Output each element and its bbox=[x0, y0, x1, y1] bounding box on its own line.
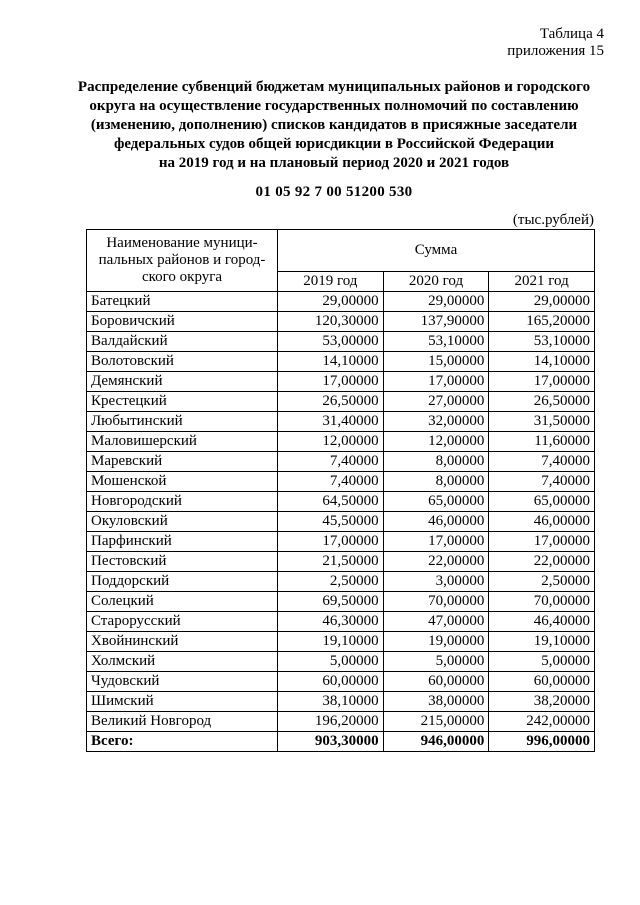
amount-2019-cell: 14,10000 bbox=[278, 352, 384, 372]
amount-2019-cell: 26,50000 bbox=[278, 392, 384, 412]
table-row bbox=[87, 672, 595, 692]
amount-2020-cell: 3,00000 bbox=[383, 572, 489, 592]
district-name-cell: Солецкий bbox=[87, 592, 278, 612]
name-header-line: Наименование муници- bbox=[106, 235, 258, 251]
name-column-header bbox=[87, 230, 278, 292]
amount-2021-cell: 22,00000 bbox=[489, 552, 595, 572]
district-name-cell: Демянский bbox=[87, 372, 278, 392]
district-name-cell: Боровичский bbox=[87, 312, 278, 332]
district-name-cell: Мошенской bbox=[87, 472, 278, 492]
amount-2021-cell: 46,00000 bbox=[489, 512, 595, 532]
amount-2020-cell: 5,00000 bbox=[383, 652, 489, 672]
table-row bbox=[87, 492, 595, 512]
table-row bbox=[87, 412, 595, 432]
amount-2020-cell: 65,00000 bbox=[383, 492, 489, 512]
amount-2021-cell: 60,00000 bbox=[489, 672, 595, 692]
amount-2021-cell: 11,60000 bbox=[489, 432, 595, 452]
district-name-cell: Окуловский bbox=[87, 512, 278, 532]
table-row bbox=[87, 392, 595, 412]
amount-2020-cell: 53,10000 bbox=[383, 332, 489, 352]
amount-2020-cell: 137,90000 bbox=[383, 312, 489, 332]
district-name-cell: Поддорский bbox=[87, 572, 278, 592]
amount-2020-cell: 27,00000 bbox=[383, 392, 489, 412]
district-name-cell: Шимский bbox=[87, 692, 278, 712]
table-reference bbox=[507, 26, 604, 60]
amount-2020-cell: 22,00000 bbox=[383, 552, 489, 572]
table-row bbox=[87, 292, 595, 312]
document-title bbox=[60, 78, 608, 173]
amount-2019-cell: 19,10000 bbox=[278, 632, 384, 652]
amount-2020-cell: 17,00000 bbox=[383, 372, 489, 392]
name-header-line: пальных районов и город- bbox=[98, 252, 266, 268]
district-name-cell: Новгородский bbox=[87, 492, 278, 512]
total-row bbox=[87, 732, 595, 752]
amount-2019-cell: 17,00000 bbox=[278, 532, 384, 552]
amount-2019-cell: 5,00000 bbox=[278, 652, 384, 672]
table-row bbox=[87, 532, 595, 552]
table-row bbox=[87, 432, 595, 452]
amount-2019-cell: 903,30000 bbox=[278, 732, 384, 752]
amount-2021-cell: 5,00000 bbox=[489, 652, 595, 672]
year-header-2019: 2019 год bbox=[278, 272, 384, 292]
amount-2021-cell: 14,10000 bbox=[489, 352, 595, 372]
amount-2020-cell: 46,00000 bbox=[383, 512, 489, 532]
budget-code: 01 05 92 7 00 51200 530 bbox=[255, 184, 413, 200]
amount-2019-cell: 17,00000 bbox=[278, 372, 384, 392]
amount-2019-cell: 64,50000 bbox=[278, 492, 384, 512]
amount-2019-cell: 12,00000 bbox=[278, 432, 384, 452]
table-row bbox=[87, 552, 595, 572]
district-name-cell: Чудовский bbox=[87, 672, 278, 692]
district-name-cell: Крестецкий bbox=[87, 392, 278, 412]
amount-2020-cell: 946,00000 bbox=[383, 732, 489, 752]
amount-2021-cell: 31,50000 bbox=[489, 412, 595, 432]
amount-2020-cell: 215,00000 bbox=[383, 712, 489, 732]
amount-2021-cell: 996,00000 bbox=[489, 732, 595, 752]
amount-2020-cell: 60,00000 bbox=[383, 672, 489, 692]
district-name-cell: Всего: bbox=[87, 732, 278, 752]
table-number: Таблица 4 bbox=[539, 26, 604, 42]
district-name-cell: Старорусский bbox=[87, 612, 278, 632]
amount-2019-cell: 2,50000 bbox=[278, 572, 384, 592]
table-row bbox=[87, 592, 595, 612]
amount-2021-cell: 70,00000 bbox=[489, 592, 595, 612]
table-row bbox=[87, 452, 595, 472]
amount-2019-cell: 60,00000 bbox=[278, 672, 384, 692]
amount-2020-cell: 12,00000 bbox=[383, 432, 489, 452]
table-row bbox=[87, 312, 595, 332]
amount-2019-cell: 69,50000 bbox=[278, 592, 384, 612]
district-name-cell: Валдайский bbox=[87, 332, 278, 352]
district-name-cell: Пестовский bbox=[87, 552, 278, 572]
amount-2021-cell: 29,00000 bbox=[489, 292, 595, 312]
sum-column-header: Сумма bbox=[278, 230, 595, 272]
units-label: (тыс.рублей) bbox=[512, 212, 594, 228]
amount-2021-cell: 165,20000 bbox=[489, 312, 595, 332]
amount-2020-cell: 70,00000 bbox=[383, 592, 489, 612]
table-row bbox=[87, 512, 595, 532]
district-name-cell: Хвойнинский bbox=[87, 632, 278, 652]
district-name-cell: Холмский bbox=[87, 652, 278, 672]
table-row bbox=[87, 372, 595, 392]
amount-2021-cell: 7,40000 bbox=[489, 452, 595, 472]
title-line: федеральных судов общей юрисдикции в Российской Федерации bbox=[113, 136, 555, 152]
amount-2019-cell: 46,30000 bbox=[278, 612, 384, 632]
amount-2021-cell: 46,40000 bbox=[489, 612, 595, 632]
amount-2019-cell: 7,40000 bbox=[278, 472, 384, 492]
amount-2021-cell: 19,10000 bbox=[489, 632, 595, 652]
appendix-number: приложения 15 bbox=[507, 43, 604, 59]
table-row bbox=[87, 712, 595, 732]
amount-2020-cell: 8,00000 bbox=[383, 472, 489, 492]
amount-2019-cell: 29,00000 bbox=[278, 292, 384, 312]
district-name-cell: Волотовский bbox=[87, 352, 278, 372]
table-row bbox=[87, 652, 595, 672]
amount-2019-cell: 21,50000 bbox=[278, 552, 384, 572]
amount-2020-cell: 8,00000 bbox=[383, 452, 489, 472]
amount-2020-cell: 19,00000 bbox=[383, 632, 489, 652]
amount-2019-cell: 7,40000 bbox=[278, 452, 384, 472]
amount-2021-cell: 17,00000 bbox=[489, 372, 595, 392]
table-row bbox=[87, 472, 595, 492]
district-name-cell: Маревский bbox=[87, 452, 278, 472]
amount-2020-cell: 29,00000 bbox=[383, 292, 489, 312]
district-name-cell: Великий Новгород bbox=[87, 712, 278, 732]
district-name-cell: Любытинский bbox=[87, 412, 278, 432]
district-name-cell: Парфинский bbox=[87, 532, 278, 552]
table-row bbox=[87, 692, 595, 712]
amount-2019-cell: 196,20000 bbox=[278, 712, 384, 732]
table-row bbox=[87, 612, 595, 632]
table-row bbox=[87, 332, 595, 352]
amount-2020-cell: 47,00000 bbox=[383, 612, 489, 632]
amount-2021-cell: 38,20000 bbox=[489, 692, 595, 712]
amount-2021-cell: 53,10000 bbox=[489, 332, 595, 352]
name-header-line: ского округа bbox=[141, 269, 223, 285]
amount-2021-cell: 242,00000 bbox=[489, 712, 595, 732]
title-line: (изменению, дополнению) списков кандидатов в присяжные заседатели bbox=[90, 117, 578, 133]
district-name-cell: Батецкий bbox=[87, 292, 278, 312]
amount-2021-cell: 65,00000 bbox=[489, 492, 595, 512]
table-body bbox=[87, 292, 595, 752]
title-line: на 2019 год и на плановый период 2020 и 2021 годов bbox=[158, 155, 510, 171]
amount-2021-cell: 26,50000 bbox=[489, 392, 595, 412]
subvention-table bbox=[86, 229, 595, 752]
district-name-cell: Маловишерский bbox=[87, 432, 278, 452]
amount-2019-cell: 120,30000 bbox=[278, 312, 384, 332]
header-row bbox=[87, 230, 595, 272]
amount-2021-cell: 17,00000 bbox=[489, 532, 595, 552]
amount-2020-cell: 38,00000 bbox=[383, 692, 489, 712]
amount-2019-cell: 53,00000 bbox=[278, 332, 384, 352]
amount-2021-cell: 7,40000 bbox=[489, 472, 595, 492]
year-header-2021: 2021 год bbox=[489, 272, 595, 292]
amount-2020-cell: 32,00000 bbox=[383, 412, 489, 432]
year-header-2020: 2020 год bbox=[383, 272, 489, 292]
amount-2020-cell: 15,00000 bbox=[383, 352, 489, 372]
title-line: округа на осуществление государственных полномочий по составлению bbox=[89, 98, 579, 114]
title-line: Распределение субвенций бюджетам муниципальных районов и городского bbox=[77, 79, 591, 95]
amount-2019-cell: 45,50000 bbox=[278, 512, 384, 532]
table-row bbox=[87, 632, 595, 652]
amount-2020-cell: 17,00000 bbox=[383, 532, 489, 552]
amount-2019-cell: 38,10000 bbox=[278, 692, 384, 712]
amount-2019-cell: 31,40000 bbox=[278, 412, 384, 432]
table-row bbox=[87, 352, 595, 372]
amount-2021-cell: 2,50000 bbox=[489, 572, 595, 592]
table-row bbox=[87, 572, 595, 592]
